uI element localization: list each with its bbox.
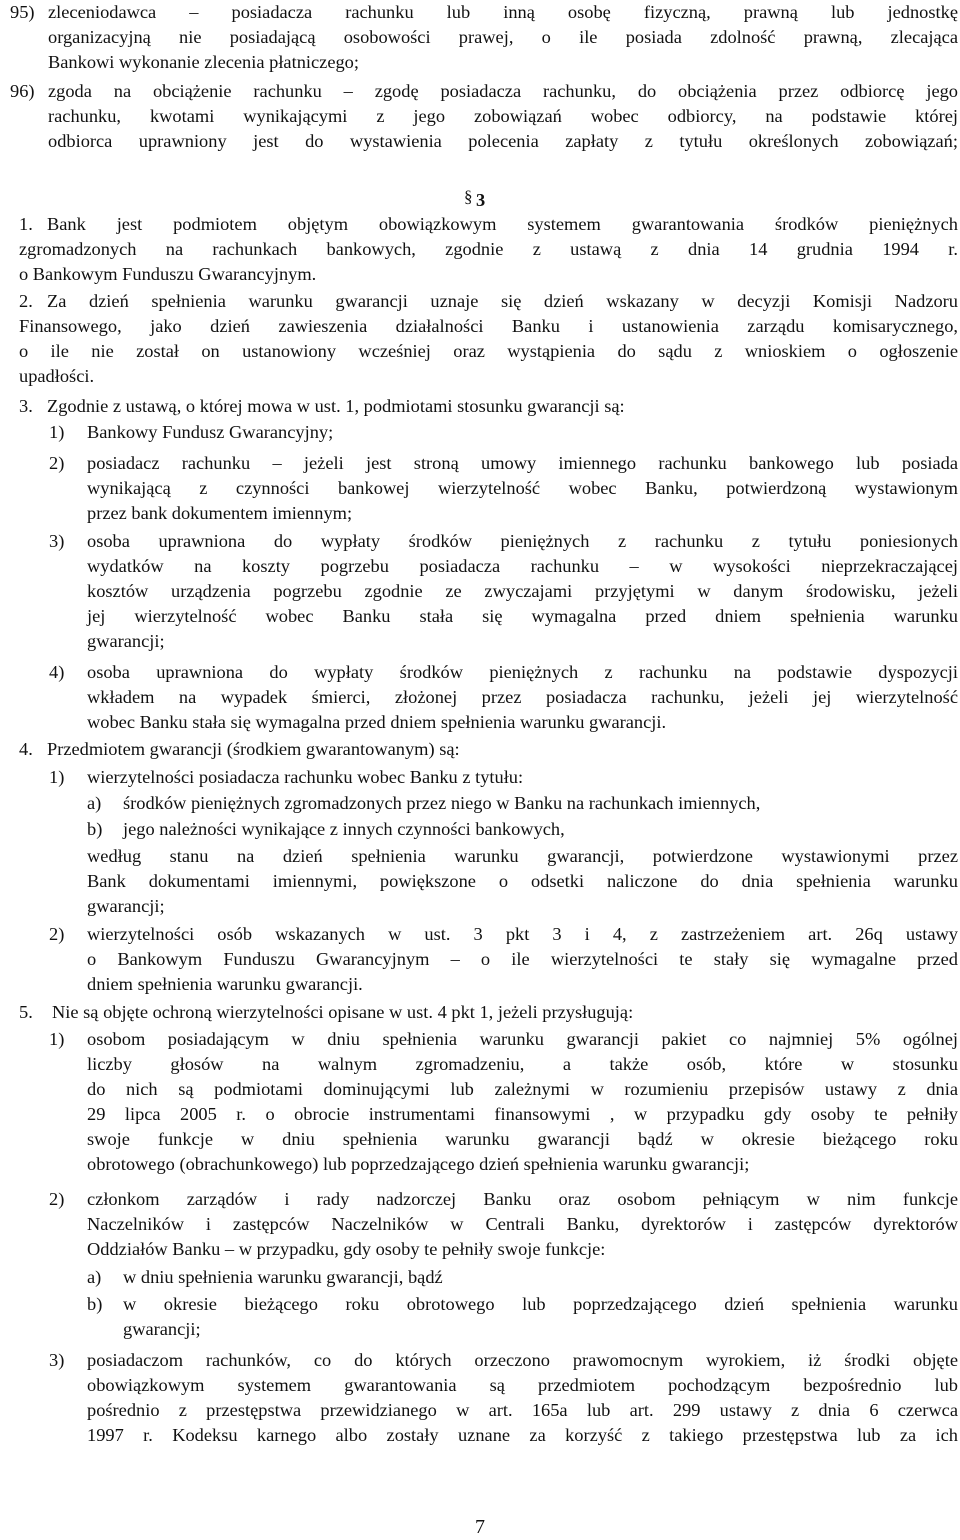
point-text — [87, 451, 958, 526]
text-line: osoba uprawniona do wypłaty środków pieniężnych z rachunku z tytułu poniesionych — [87, 531, 958, 551]
page-number: 7 — [475, 1516, 485, 1538]
text-line: do nich są podmiotami dominującymi lub zależnymi w rozumieniu przepisów ustawy z dnia — [87, 1079, 958, 1099]
text-line: Bankowi wykonanie zlecenia płatniczego; — [48, 52, 359, 72]
text-line: Oddziałów Banku – w przypadku, gdy osoby te pełniły swoje funkcje: — [87, 1239, 606, 1259]
paragraph-number: 4. — [19, 739, 33, 759]
text-line: wobec Banku stała się wymagalna przed dniem spełnienia warunku gwarancji. — [87, 712, 667, 732]
text-line: Bank dokumentami imiennymi, powiększone o odsetki naliczone do dnia spełnienia warunku — [87, 871, 958, 891]
text-line: posiadacz rachunku – jeżeli jest stroną umowy imiennego rachunku bankowego lub posiada — [87, 453, 958, 473]
text-line: gwarancji; — [123, 1319, 201, 1339]
paragraph-text: Nie są objęte ochroną wierzytelności opisane w ust. 4 pkt 1, jeżeli przysługują: — [52, 1002, 634, 1022]
text-line: swoje funkcje w dniu spełnienia warunku gwarancji bądź w okresie bieżącego roku — [87, 1129, 958, 1149]
paragraph-text-continued — [19, 237, 958, 287]
text-line: Bank jest podmiotem objętym obowiązkowym systemem gwarantowania środków pieniężnych — [47, 214, 958, 234]
point-number: 2) — [49, 453, 65, 473]
point-text — [87, 1187, 958, 1262]
letter-label: b) — [87, 1294, 103, 1314]
text-line: według stanu na dzień spełnienia warunku gwarancji, potwierdzone wystawionymi przez — [87, 846, 958, 866]
text-line: o Bankowym Funduszu Gwarancyjnym – o ile wierzytelności te stały się wymagalne przed — [87, 949, 958, 969]
text-line: zgromadzonych na rachunkach bankowych, zgodnie z ustawą z dnia 14 grudnia 1994 r. — [19, 239, 958, 259]
text-line: 29 lipca 2005 r. o obrocie instrumentami finansowymi , w przypadku gdy osoby te pełniły — [87, 1104, 958, 1124]
text-line: obrotowego (obrachunkowego) lub poprzedzającego dzień spełnienia warunku gwarancji; — [87, 1154, 750, 1174]
letter-text — [123, 1292, 958, 1342]
letter-label: b) — [87, 819, 103, 839]
text-line: wynikającą z czynności bankowej wierzytelność wobec Banku, potwierdzoną wystawionym — [87, 478, 958, 498]
letter-text: w dniu spełnienia warunku gwarancji, bądź — [123, 1267, 443, 1287]
point-text-continued — [87, 844, 958, 919]
letter-label: a) — [87, 793, 102, 813]
text-line: wierzytelności osób wskazanych w ust. 3 pkt 3 i 4, z zastrzeżeniem art. 26q ustawy — [87, 924, 958, 944]
letter-label: a) — [87, 1267, 102, 1287]
point-number: 2) — [49, 924, 65, 944]
text-line: przez bank dokumentem imiennym; — [87, 503, 353, 523]
text-line: kosztów urządzenia pogrzebu zgodnie ze zwyczajami przyjętymi w danym środowisku, jeżeli — [87, 581, 958, 601]
definition-number: 96) — [10, 81, 35, 101]
text-line: obowiązkowym systemem gwarantowania są przedmiotem pochodzącym bezpośrednio lub — [87, 1375, 958, 1395]
letter-text: środków pieniężnych zgromadzonych przez niego w Banku na rachunkach imiennych, — [123, 793, 761, 813]
text-line: w okresie bieżącego roku obrotowego lub poprzedzającego dzień spełnienia warunku — [123, 1294, 958, 1314]
text-line: Naczelników i zastępców Naczelników w Centrali Banku, dyrektorów i zastępców dyrektorów — [87, 1214, 958, 1234]
point-text: wierzytelności posiadacza rachunku wobec Banku z tytułu: — [87, 767, 524, 787]
point-number: 1) — [49, 767, 65, 787]
text-line: dniem spełnienia warunku gwarancji. — [87, 974, 363, 994]
text-line: 1997 r. Kodeksu karnego albo zostały uznane za korzyść z takiego przestępstwa lub za ich — [87, 1425, 958, 1445]
point-text: Bankowy Fundusz Gwarancyjny; — [87, 422, 334, 442]
point-text — [87, 1027, 958, 1177]
paragraph-text: Przedmiotem gwarancji (środkiem gwarantowanym) są: — [47, 739, 460, 759]
text-line: Finansowego, jako dzień zawieszenia działalności Banku i ustanowienia zarządu komisarycznego, — [19, 316, 958, 336]
text-line: o Bankowym Funduszu Gwarancyjnym. — [19, 264, 317, 284]
paragraph-text — [47, 212, 958, 237]
point-text — [87, 922, 958, 997]
point-number: 3) — [49, 531, 65, 551]
text-line: wydatków na koszty pogrzebu posiadacza rachunku – w wysokości nieprzekraczającej — [87, 556, 958, 576]
text-line: osobom posiadającym w dniu spełnienia warunku gwarancji pakiet co najmniej 5% ogólnej — [87, 1029, 958, 1049]
text-line: zgoda na obciążenie rachunku – zgodę posiadacza rachunku, do obciążenia przez odbiorcę jego — [48, 81, 958, 101]
text-line: gwarancji; — [87, 631, 165, 651]
point-number: 3) — [49, 1350, 65, 1370]
point-number: 4) — [49, 662, 65, 682]
text-line: odbiorca uprawniony jest do wystawienia polecenia zapłaty z tytułu określonych zobowiązań; — [48, 131, 958, 151]
paragraph-number: 3. — [19, 396, 33, 416]
text-line: zleceniodawca – posiadacza rachunku lub inną osobę fizyczną, prawną lub jednostkę — [48, 2, 958, 22]
text-line: o ile nie został on ustanowiony wcześniej oraz wystąpienia do sądu z wnioskiem o ogłoszenie — [19, 341, 958, 361]
text-line: pośrednio z przestępstwa przewidzianego w art. 165a lub art. 299 ustawy z dnia 6 czerwca — [87, 1400, 958, 1420]
text-line: gwarancji; — [87, 896, 165, 916]
text-line: rachunku, kwotami wynikającymi z jego zobowiązań wobec odbiorcy, na podstawie której — [48, 106, 958, 126]
text-line: jej wierzytelność wobec Banku stała się wymagalna przed dniem spełnienia warunku — [87, 606, 958, 626]
paragraph-text: Zgodnie z ustawą, o której mowa w ust. 1, podmiotami stosunku gwarancji są: — [47, 396, 625, 416]
text-line: wkładem na wypadek śmierci, złożonej przez posiadacza rachunku, jeżeli jej wierzytelność — [87, 687, 958, 707]
text-line: upadłości. — [19, 366, 95, 386]
paragraph-number: 2. — [19, 291, 33, 311]
text-line: liczby głosów na walnym zgromadzeniu, a także osób, które w stosunku — [87, 1054, 958, 1074]
point-number: 1) — [49, 422, 65, 442]
definition-number: 95) — [10, 2, 35, 22]
section-sign: § — [464, 187, 473, 206]
letter-text: jego należności wynikające z innych czynności bankowych, — [123, 819, 565, 839]
point-number: 1) — [49, 1029, 65, 1049]
point-text — [87, 1348, 958, 1448]
text-line: Za dzień spełnienia warunku gwarancji uznaje się dzień wskazany w decyzji Komisji Nadzoru — [47, 291, 958, 311]
text-line: organizacyjną nie posiadającą osobowości prawej, o ile posiada zdolność prawną, zlecająca — [48, 27, 958, 47]
text-line: osoba uprawniona do wypłaty środków pieniężnych z rachunku na podstawie dyspozycji — [87, 662, 958, 682]
paragraph-number: 5. — [19, 1002, 33, 1022]
point-text — [87, 529, 958, 654]
section-number: 3 — [476, 190, 486, 210]
text-line: posiadaczom rachunków, co do których orzeczono prawomocnym wyrokiem, iż środki objęte — [87, 1350, 958, 1370]
paragraph-text-continued — [19, 314, 958, 389]
paragraph-number: 1. — [19, 214, 33, 234]
text-line: członkom zarządów i rady nadzorczej Banku oraz osobom pełniącym w nim funkcje — [87, 1189, 958, 1209]
definition-text — [48, 79, 958, 154]
definition-text — [48, 0, 958, 75]
point-text — [87, 660, 958, 735]
paragraph-text — [47, 289, 958, 314]
point-number: 2) — [49, 1189, 65, 1209]
